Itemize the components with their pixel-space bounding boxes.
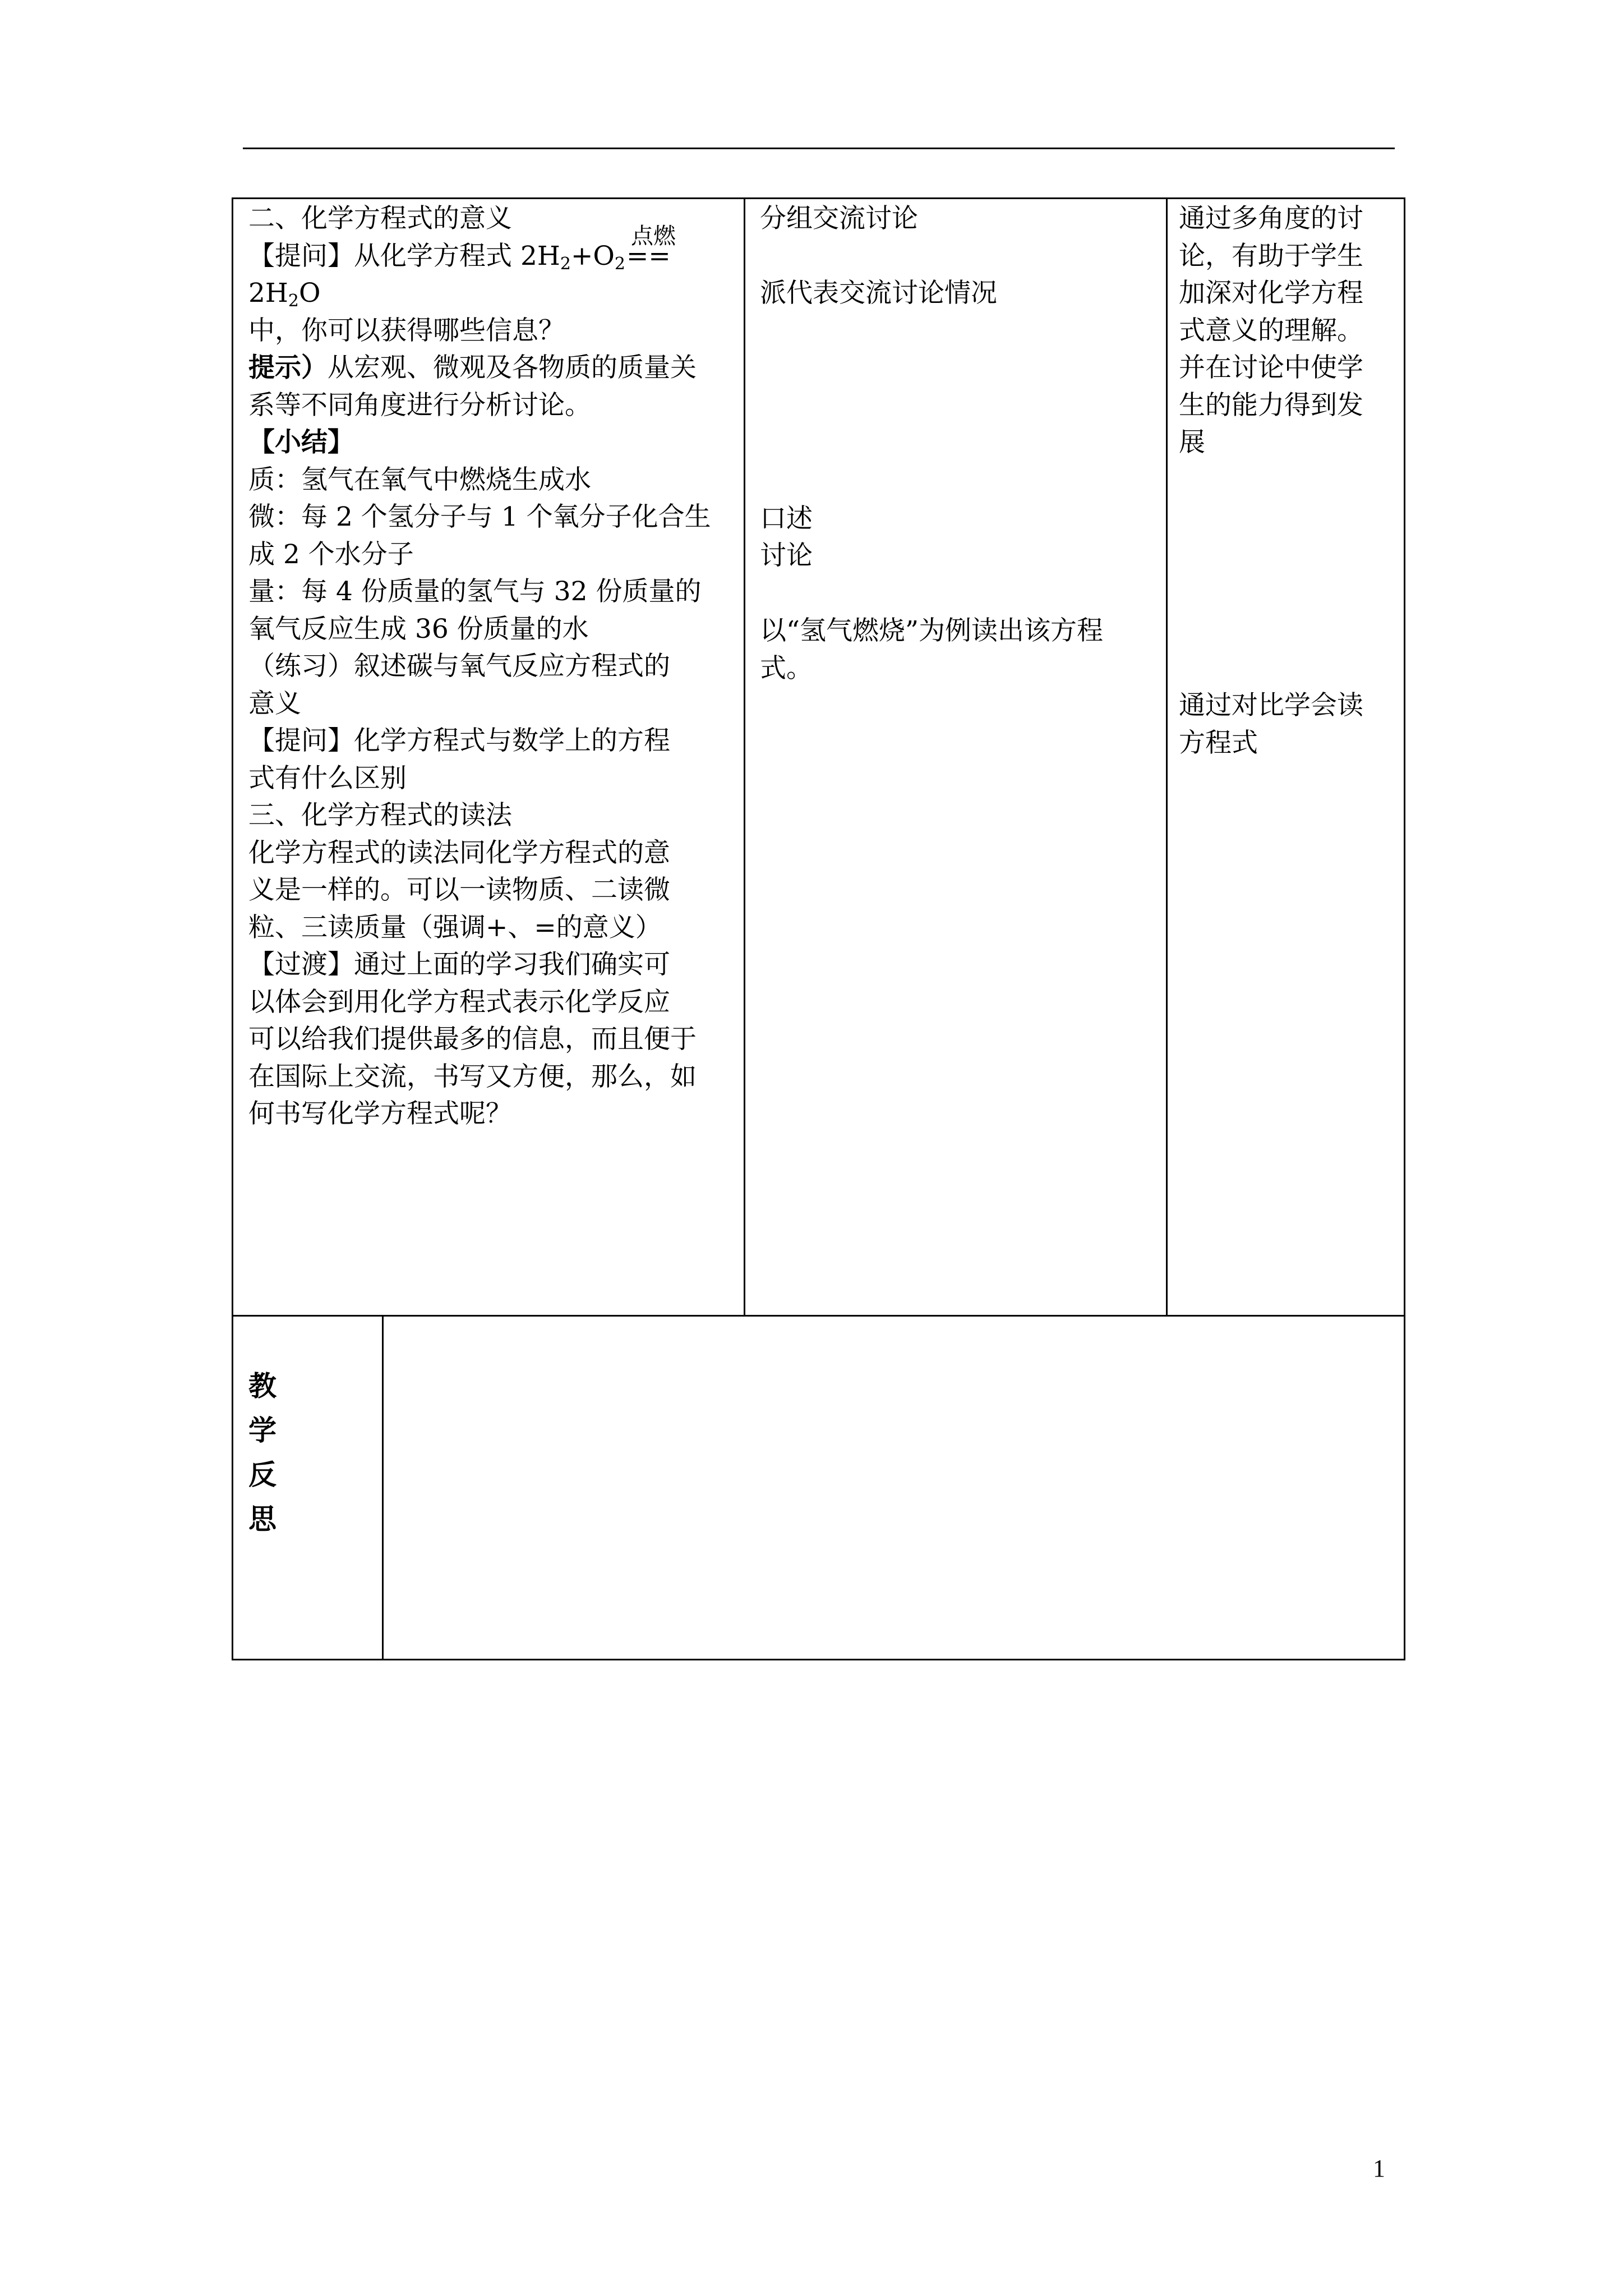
reflection-divider bbox=[382, 1315, 384, 1660]
column-divider-1 bbox=[744, 197, 745, 1316]
read-example: 以“氢气燃烧”为例读出该方程 式。 bbox=[760, 615, 1104, 684]
table-left-border bbox=[232, 197, 233, 1660]
header-rule bbox=[243, 148, 1395, 149]
exercise-line-1: （练习）叙述碳与氧气反应方程式的 bbox=[248, 651, 670, 682]
hint-line-2: 系等不同角度进行分析讨论。 bbox=[248, 389, 591, 421]
transition-line-1: 【过渡】通过上面的学习我们确实可 bbox=[248, 949, 670, 980]
summary-label: 【小结】 bbox=[248, 427, 354, 458]
page-number: 1 bbox=[1373, 2155, 1385, 2182]
group-discussion: 分组交流讨论 bbox=[760, 203, 918, 234]
transition-line-5: 何书写化学方程式呢？ bbox=[248, 1098, 512, 1129]
reading-line-2: 义是一样的。可以一读物质、二读微 bbox=[248, 875, 670, 905]
transition-line-3: 可以给我们提供最多的信息，而且便于 bbox=[248, 1024, 697, 1055]
teacher-activity-cell bbox=[248, 200, 711, 1133]
table-right-border bbox=[1404, 197, 1405, 1660]
question-end: 中，你可以获得哪些信息？ bbox=[248, 315, 565, 346]
question2-line-2: 式有什么区别 bbox=[248, 762, 407, 794]
report-discussion: 派代表交流讨论情况 bbox=[760, 278, 997, 309]
reading-line-1: 化学方程式的读法同化学方程式的意 bbox=[248, 837, 670, 868]
transition-line-2: 以体会到用化学方程式表示化学反应 bbox=[248, 986, 670, 1018]
reading-line-3: 粒、三读质量（强调+、=的意义） bbox=[248, 912, 662, 943]
section-three-title: 三、化学方程式的读法 bbox=[248, 800, 512, 831]
design-purpose: 通过多角度的讨 论，有助于学生 加深对化学方程 式意义的理解。 并在讨论中使学 生的能力得到发 展 bbox=[1179, 203, 1363, 458]
micro-line-2: 成 2 个水分子 bbox=[248, 539, 414, 570]
exercise-line-2: 意义 bbox=[248, 688, 301, 719]
teaching-reflection-label: 教 学 反 思 bbox=[248, 1370, 276, 1535]
quantity-line-1: 量：每 4 份质量的氢气与 32 份质量的 bbox=[248, 576, 702, 607]
hint-line: 提示）从宏观、微观及各物质的质量关 bbox=[248, 352, 697, 383]
transition-line-4: 在国际上交流，书写又方便，那么，如 bbox=[248, 1061, 697, 1092]
table-bottom-border bbox=[232, 1659, 1405, 1660]
table-middle-border bbox=[232, 1315, 1405, 1317]
equation-question: 【提问】从化学方程式 $2H_2+O_2$ 点燃 == bbox=[248, 238, 711, 275]
discussion-label: 讨论 bbox=[760, 540, 813, 571]
table-top-border bbox=[232, 197, 1405, 199]
quantity-line-2: 氧气反应生成 36 份质量的水 bbox=[248, 613, 589, 645]
oral-label: 口述 bbox=[760, 503, 813, 534]
column-divider-2 bbox=[1166, 197, 1168, 1316]
micro-line-1: 微：每 2 个氢分子与 1 个氧分子化合生 bbox=[248, 501, 711, 532]
quality-line: 质：氢气在氧气中燃烧生成水 bbox=[248, 464, 591, 495]
compare-purpose: 通过对比学会读 方程式 bbox=[1179, 690, 1363, 758]
reaction-condition: 点燃 == bbox=[626, 223, 676, 272]
section-two-title: 二、化学方程式的意义 bbox=[248, 203, 512, 234]
equation-product: $2H_2O$ bbox=[248, 278, 321, 311]
question2-line-1: 【提问】化学方程式与数学上的方程 bbox=[248, 725, 670, 756]
